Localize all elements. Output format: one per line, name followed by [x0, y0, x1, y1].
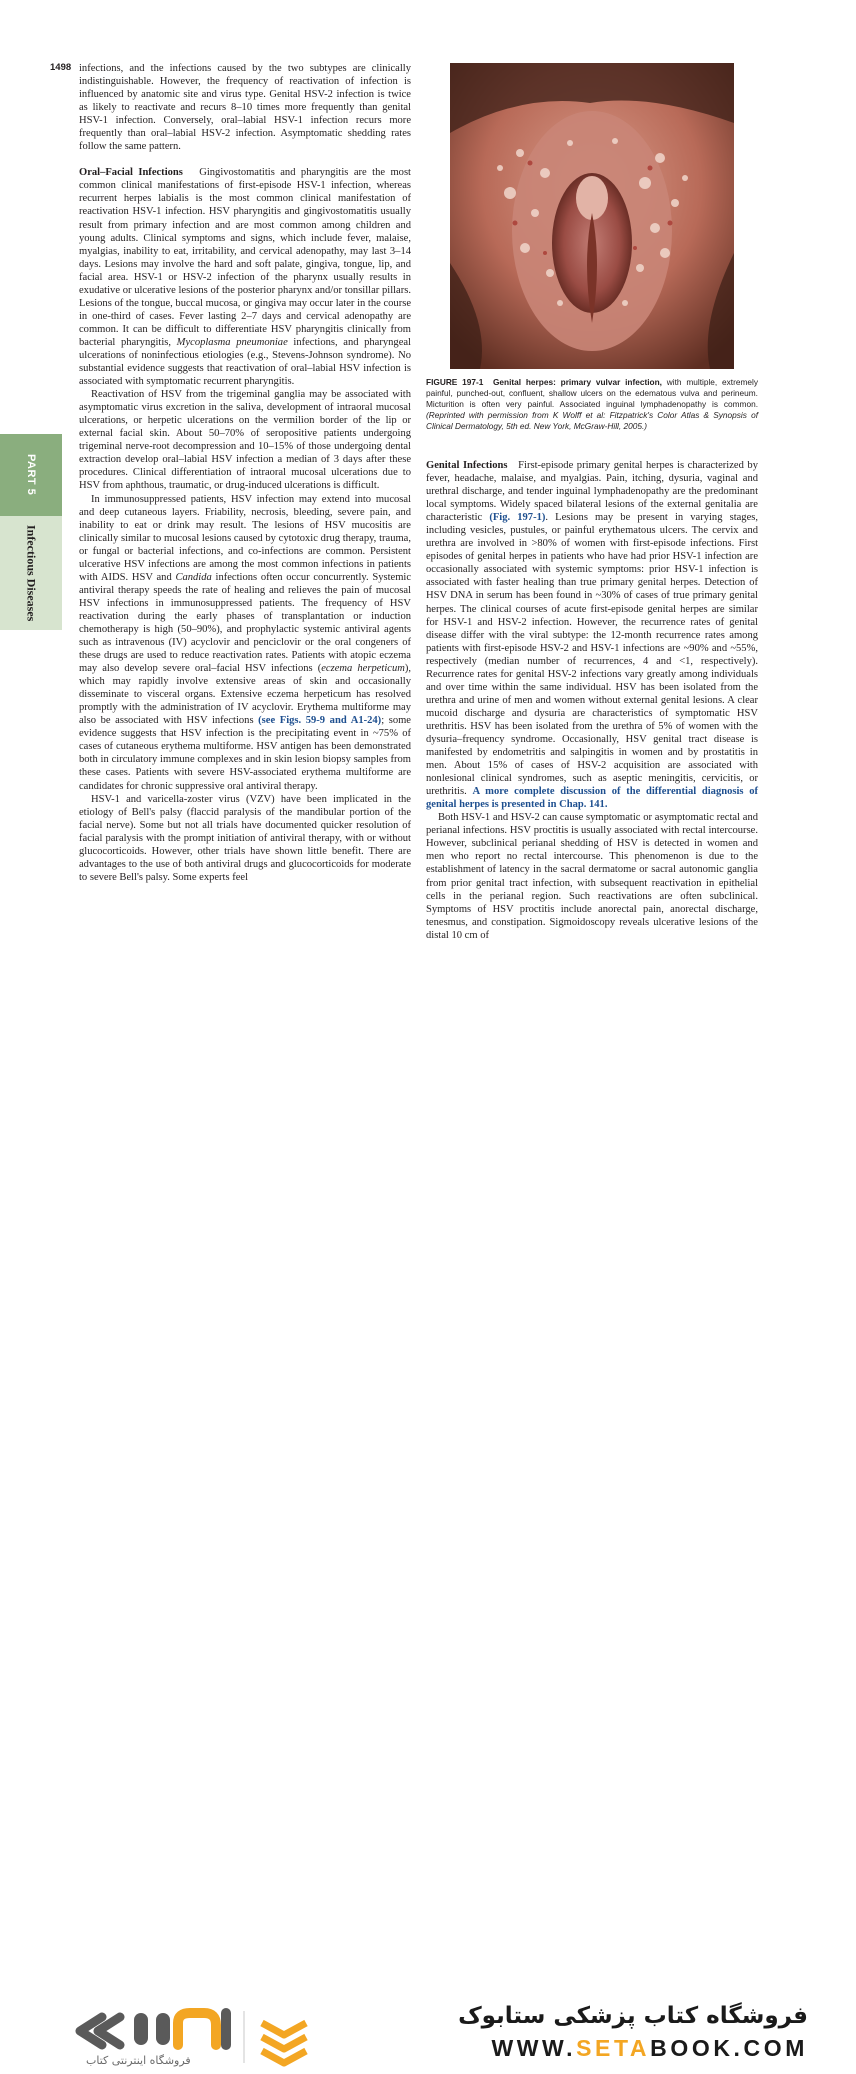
store-url[interactable]: WWW.SETABOOK.COM [491, 2035, 808, 2061]
logo-chevrons-icon [262, 2023, 306, 2063]
paragraph-oral-facial: Oral–Facial Infections Gingivostomatitis and pharyngitis are the most common clinical manifestations of first-episode HSV-1 infection, whereas recurrent herpes labialis is the most common clinical manifestation of reactivation HSV-1 infection. HSV pharyngitis and gingivostomatitis usually result from primary infection and are most common among children and young adults. Clinical symptoms and signs, which include fever, malaise, myalgias, inability to eat, irritability, and cervical adenopathy, may last 3–14 days. Lesions may involve the hard and soft palate, gingiva, tongue, lip, and facial area. HSV-1 or HSV-2 infection of the pharynx usually results in exudative or ulcerative lesions of the posterior pharynx and/or tonsillar pillars. Lesions of the tongue, buccal mucosa, or gingiva may occur later in the course in one-third of cases. Fever lasting 2–7 days and cervical adenopathy are common. It can be difficult to differentiate HSV pharyngitis clinically from bacterial pharyngitis, Mycoplasma pneumoniae infections, and pharyngeal ulcerations of noninfectious etiologies (e.g., Stevens-Johnson syndrome). No substantial evidence suggests that reactivation of oral–labial HSV infection is associated with symptomatic recurrent pharyngitis. [79, 167, 411, 388]
footer-text [458, 2003, 808, 2062]
logo-brand-mark-icon [80, 2013, 226, 2045]
paragraph: Both HSV-1 and HSV-2 can cause symptomatic or asymptomatic rectal and perianal infections. HSV proctitis is usually associated with rectal intercourse. However, subclinical perianal shedding of HSV is detected in women and men who report no rectal intercourse. This phenomenon is due to the establishment of latency in the sacral dermatome or sacral autonomic ganglia from prior genital tract infection, with subsequent reactivation in epithelial cells in the perianal region. Such reactivations are often subclinical. Symptoms of HSV proctitis include anorectal pain, anorectal discharge, tenesmus, and constipation. Sigmoidoscopy reveals ulcerative lesions of the distal 10 cm of [426, 812, 758, 941]
chapter-reference-link[interactable]: A more complete discussion of the differential diagnosis of genital herpes is presented in Chap. 141. [426, 786, 758, 811]
left-column [79, 62, 411, 884]
paragraph: HSV-1 and varicella-zoster virus (VZV) have been implicated in the etiology of Bell's palsy (flaccid paralysis of the mandibular portion of the facial nerve). Some but not all trials have documented quicker resolution of facial paralysis with the prompt initiation of antiviral therapy, with or without glucocorticoids. However, other trials have shown little benefit. There are advantages to the use of both antiviral drugs and glucocorticoids for moderate to severe Bell's palsy. Some experts feel [79, 793, 411, 883]
svg-text:فروشگاه اینترنتی کتاب: فروشگاه اینترنتی کتاب [86, 2054, 191, 2067]
side-tab-topic [0, 516, 62, 630]
paragraph: In immunosuppressed patients, HSV infection may extend into mucosal and deep cutaneous layers. Friability, necrosis, bleeding, severe pain, and inability to eat or drink may result. The lesions of HSV mucositis are clinically similar to mucosal lesions caused by cytotoxic drug therapy, trauma, or fungal or bacterial infections, and co-infections are common. Persistent ulcerative HSV infections are among the most common infections in patients with AIDS. HSV and Candida infections often occur concurrently. Systemic antiviral therapy speeds the rate of healing and relieves the pain of mucosal HSV infections in immunosuppressed patients. The frequency of HSV reactivation during the early phases of transplantation or induction chemotherapy is high (50–90%), and prophylactic systemic antiviral agents such as intravenous (IV) acyclovir and penciclovir or the oral congeners of these drugs are used to reduce reactivation rates. Patients with atopic eczema may also develop severe oral–facial HSV infections (eczema herpeticum), which may rapidly involve extensive areas of skin and occasionally disseminate to visceral organs. Extensive eczema herpeticum has resolved promptly with the administration of IV acyclovir. Erythema multiforme may also be associated with HSV infections (see Figs. 59-9 and A1-24); some evidence suggests that HSV infection is the precipitating event in ~75% of cases of cutaneous erythema multiforme. HSV antigen has been demonstrated both in circulatory immune complexes and in skin lesion biopsy samples from these cases. Patients with severe HSV-associated erythema multiforme are candidates for chronic suppressive oral antiviral therapy. [79, 493, 412, 792]
figure-label: FIGURE 197-1 [426, 377, 484, 387]
clinical-photo [450, 63, 734, 369]
figure-text: with multiple, extremely painful, punched-out, confluent, shallow ulcers on the edematous vulva and perineum. Micturition is often very painful. Associated inguinal lymphadenopathy is common. [426, 377, 758, 409]
figure-reference-link[interactable]: (see Figs. 59-9 and A1-24) [258, 715, 382, 727]
paragraph-genital: Genital Infections First-episode primary genital herpes is characterized by fever, headache, malaise, and myalgias. Pain, itching, dysuria, vaginal and urethral discharge, and tender inguinal lymphadenopathy are the predominant local symptoms. Widely spaced bilateral lesions of the external genitalia are characteristic (Fig. 197-1). Lesions may be present in varying stages, including vesicles, pustules, or painful erythematous ulcers. The cervix and urethra are involved in >80% of women with first-episode infections. First episodes of genital herpes in patients who have had prior HSV-1 infection are occasionally associated with systemic symptoms: prior HSV-1 infection is associated with faster healing than true primary genital herpes. Detection of HSV DNA in serum has been found in ~30% of cases of true primary genital herpes. The clinical courses of acute first-episode genital herpes are similar for HSV-1 and HSV-2 infection. However, the recurrence rates of genital disease differ with the viral subtype: the 12-month recurrence rates among patients with first-episode HSV-2 and HSV-1 infections are ~90% and ~55%, respectively (median number of recurrences, 4 and <1, respectively). Recurrence rates for genital HSV-2 infections vary greatly among individuals and over time within the same individual. HSV has been isolated from the urethra and urine of men and women without external genital lesions. A clear mucoid discharge and dysuria are characteristics of symptomatic HSV urethritis. HSV has been isolated from the urethra of 5% of women with the dysuria–frequency syndrome. Occasionally, HSV genital tract disease is manifested by endometritis and salpingitis in women and by prostatitis in men. About 15% of cases of HSV-2 acquisition are associated with nonlesional clinical syndromes, such as aseptic meningitis, cervicitis, or urethritis. A more complete discussion of the differential diagnosis of genital herpes is presented in Chap. 141. [426, 460, 758, 811]
footer-banner [0, 995, 856, 2067]
store-logo[interactable] [72, 2005, 312, 2074]
figure-source: (Reprinted with permission from K Wolff et al: Fitzpatrick's Color Atlas & Synopsis of Clinical Dermatology, 5th ed. New York, McGraw-Hill, 2005.) [426, 409, 758, 431]
paragraph: Reactivation of HSV from the trigeminal ganglia may be associated with asymptomatic virus excretion in the saliva, development of intraoral mucosal ulcerations, or herpetic ulcerations on the vermilion border of the lip or external facial skin. About 50–70% of seropositive patients undergoing trigeminal nerve-root decompression and 10–15% of those undergoing dental extraction develop oral–labial HSV infection a median of 3 days after these procedures. Clinical differentiation of intraoral mucosal ulcerations due to HSV from aphthous, traumatic, or drug-induced ulcerations is difficult. [79, 389, 411, 492]
section-heading: Oral–Facial Infections [79, 167, 183, 179]
figure-caption [426, 377, 758, 432]
paragraph: infections, and the infections caused by the two subtypes are clinically indistinguishable. However, the frequency of reactivation of infection is influenced by anatomic site and virus type. Genital HSV-2 infection is twice as likely to reactivate and recurs 8–10 times more frequently than genital HSV-1 infection. Conversely, oral–labial HSV-1 infection recurs more frequently than oral–labial HSV-2 infection. Asymptomatic shedding rates follow the same pattern. [79, 63, 411, 153]
side-tab-part [0, 434, 62, 516]
store-title: فروشگاه کتاب پزشکی ستابوک [458, 2003, 808, 2029]
figure-title: Genital herpes: primary vulvar infection, [492, 377, 662, 387]
section-heading: Genital Infections [426, 460, 508, 471]
topic-label: Infectious Diseases [24, 524, 39, 622]
page-number: 1498 [50, 62, 72, 73]
figure-reference-link[interactable]: (Fig. 197-1) [489, 512, 546, 524]
part-label: PART 5 [25, 454, 37, 496]
right-column [426, 459, 758, 942]
